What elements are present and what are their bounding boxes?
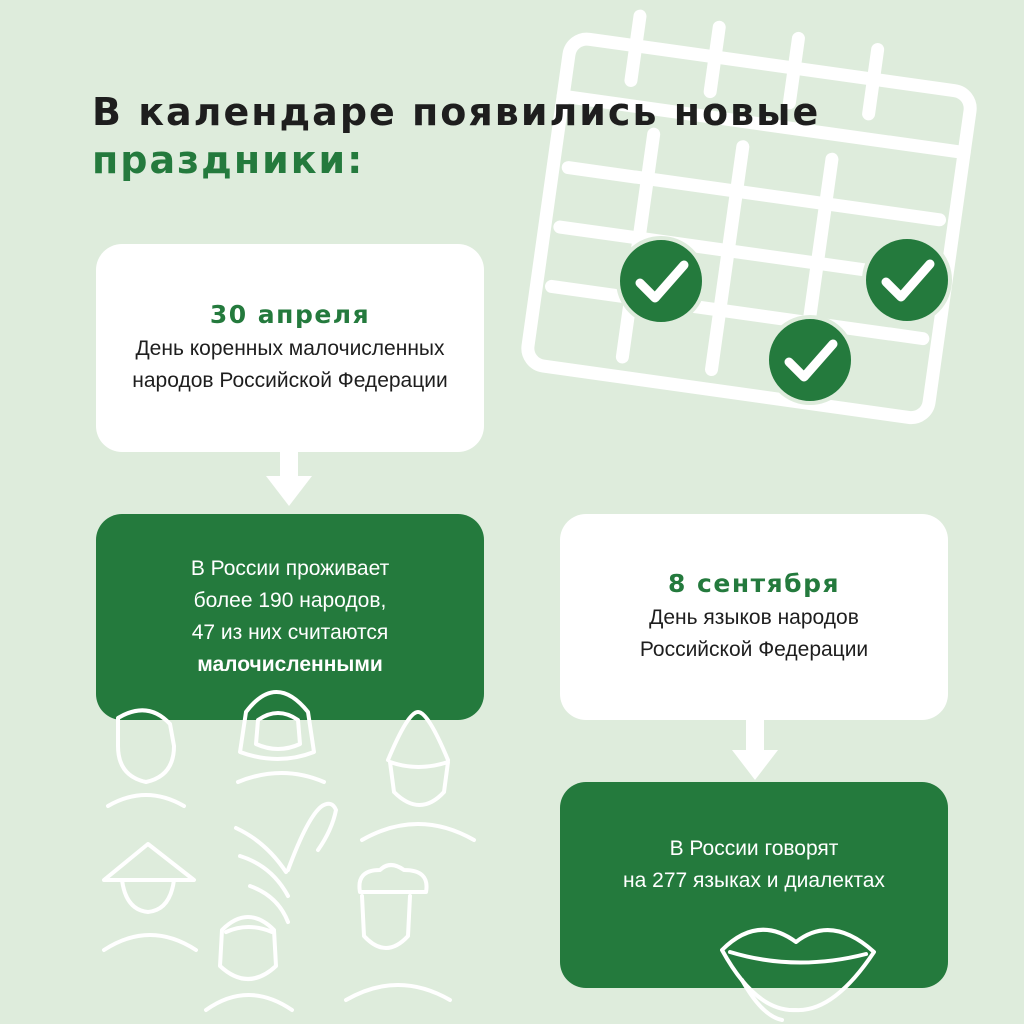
title-line-2: праздники: [92, 138, 365, 182]
bird-icon [236, 804, 336, 922]
fact-line-2: более 190 народов, [193, 589, 387, 612]
people-icon [108, 710, 184, 806]
fact-line-4: малочисленными [197, 653, 383, 676]
fact-line-1: В России говорят [669, 837, 839, 860]
people-icon [362, 712, 474, 840]
fact-line-1: В России проживает [190, 557, 390, 580]
mouth-icon [722, 930, 874, 1020]
holiday-name-line-1: День языков народов [649, 605, 859, 629]
fact-line-3: 47 из них считаются [191, 621, 389, 644]
title-line-1: В календаре появились новые [92, 90, 821, 134]
holiday-date: 8 сентября [667, 568, 841, 598]
people-icon [206, 917, 292, 1010]
holiday-name-line-1: День коренных малочисленных [135, 336, 445, 360]
holiday-date: 30 апреля [209, 299, 371, 329]
holiday-name-line-2: народов Российской Федерации [132, 368, 448, 392]
holiday-name-line-2: Российской Федерации [639, 637, 869, 661]
people-icon [104, 844, 196, 950]
fact-line-2: на 277 языках и диалектах [623, 869, 885, 892]
people-icon [346, 865, 450, 1000]
people-icon [238, 692, 324, 782]
